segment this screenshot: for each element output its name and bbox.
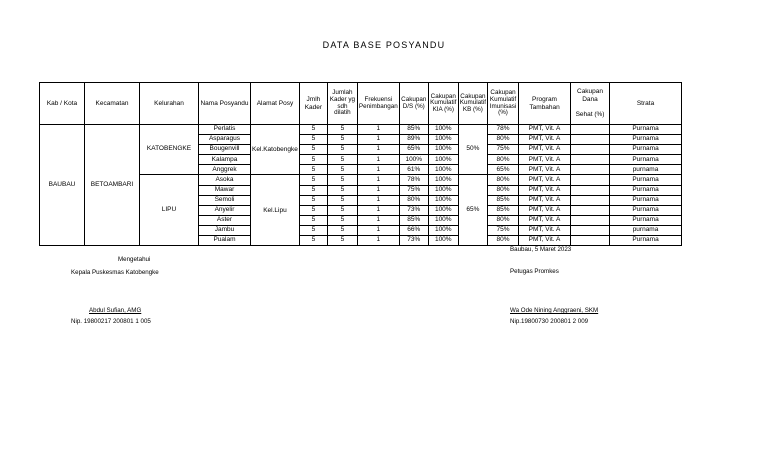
cell-jmlh-kader: 5 xyxy=(299,175,327,185)
cell-kader-dilatih: 5 xyxy=(327,185,357,195)
cell-cakupan-kia: 100% xyxy=(428,195,458,205)
cell-cakupan-ds: 80% xyxy=(399,195,428,205)
cell-nama-posyandu: Bougenvill xyxy=(199,145,251,155)
cell-program-tambahan: PMT, Vit. A xyxy=(519,165,571,175)
cell-kader-dilatih: 5 xyxy=(327,145,357,155)
header-kecamatan: Kecamatan xyxy=(85,83,140,125)
sig-left-name: Abdul Sufian, AMG xyxy=(89,307,142,314)
cell-cakupan-kb: 50% xyxy=(458,125,487,175)
cell-cakupan-dana xyxy=(571,155,610,165)
cell-alamat: Kel.Lipu xyxy=(251,175,300,246)
cell-cakupan-kia: 100% xyxy=(428,135,458,145)
cell-cakupan-dana xyxy=(571,135,610,145)
cell-cakupan-dana xyxy=(571,205,610,215)
cell-strata: Purnama xyxy=(610,195,682,205)
cell-jmlh-kader: 5 xyxy=(299,215,327,225)
cell-cakupan-kia: 100% xyxy=(428,225,458,235)
cell-nama-posyandu: Anyelir xyxy=(199,205,251,215)
cell-kader-dilatih: 5 xyxy=(327,236,357,246)
cell-frekuensi: 1 xyxy=(357,236,399,246)
cell-cakupan-dana xyxy=(571,125,610,135)
sig-left-mengetahui: Mengetahui xyxy=(118,256,151,263)
cell-program-tambahan: PMT, Vit. A xyxy=(519,215,571,225)
cell-program-tambahan: PMT, Vit. A xyxy=(519,125,571,135)
cell-nama-posyandu: Aster xyxy=(199,215,251,225)
cell-frekuensi: 1 xyxy=(357,225,399,235)
cell-cakupan-ds: 66% xyxy=(399,225,428,235)
cell-kader-dilatih: 5 xyxy=(327,135,357,145)
cell-jmlh-kader: 5 xyxy=(299,155,327,165)
cell-cakupan-kia: 100% xyxy=(428,236,458,246)
cell-kelurahan: KATOBENGKE xyxy=(140,125,199,175)
cell-frekuensi: 1 xyxy=(357,205,399,215)
cell-cakupan-imunisasi: 75% xyxy=(488,225,519,235)
cell-cakupan-ds: 89% xyxy=(399,135,428,145)
cell-cakupan-kb: 65% xyxy=(458,175,487,246)
cell-cakupan-kia: 100% xyxy=(428,125,458,135)
cell-jmlh-kader: 5 xyxy=(299,205,327,215)
header-cakupan-dana xyxy=(571,83,610,125)
cell-strata: Purnama xyxy=(610,215,682,225)
cell-jmlh-kader: 5 xyxy=(299,225,327,235)
cell-cakupan-ds: 73% xyxy=(399,236,428,246)
cell-cakupan-kia: 100% xyxy=(428,185,458,195)
cell-cakupan-ds: 100% xyxy=(399,155,428,165)
header-cakupan-ds: Cakupan D/S (%) xyxy=(399,83,428,125)
cell-program-tambahan: PMT, Vit. A xyxy=(519,185,571,195)
cell-nama-posyandu: Semoli xyxy=(199,195,251,205)
cell-program-tambahan: PMT, Vit. A xyxy=(519,175,571,185)
cell-nama-posyandu: Kalampa xyxy=(199,155,251,165)
cell-cakupan-dana xyxy=(571,236,610,246)
cell-cakupan-imunisasi: 85% xyxy=(488,195,519,205)
cell-cakupan-ds: 61% xyxy=(399,165,428,175)
cell-frekuensi: 1 xyxy=(357,145,399,155)
cell-kader-dilatih: 5 xyxy=(327,175,357,185)
cell-kader-dilatih: 5 xyxy=(327,215,357,225)
cell-cakupan-dana xyxy=(571,175,610,185)
cell-alamat: Kel.Katobengke xyxy=(251,125,300,175)
cell-program-tambahan: PMT, Vit. A xyxy=(519,225,571,235)
cell-nama-posyandu: Pualam xyxy=(199,236,251,246)
cell-nama-posyandu: Asoka xyxy=(199,175,251,185)
cell-jmlh-kader: 5 xyxy=(299,236,327,246)
table-header-row xyxy=(40,83,682,125)
cell-strata: Purnama xyxy=(610,135,682,145)
cell-frekuensi: 1 xyxy=(357,215,399,225)
cell-strata: Purnama xyxy=(610,145,682,155)
cell-cakupan-dana xyxy=(571,225,610,235)
cell-cakupan-kia: 100% xyxy=(428,165,458,175)
cell-cakupan-kia: 100% xyxy=(428,175,458,185)
cell-program-tambahan: PMT, Vit. A xyxy=(519,155,571,165)
cell-kab-kota: BAUBAU xyxy=(40,125,85,246)
cell-cakupan-kia: 100% xyxy=(428,215,458,225)
cell-strata: purnama xyxy=(610,165,682,175)
cell-strata: Purnama xyxy=(610,185,682,195)
cell-frekuensi: 1 xyxy=(357,155,399,165)
cell-cakupan-dana xyxy=(571,165,610,175)
cell-kader-dilatih: 5 xyxy=(327,225,357,235)
cell-cakupan-dana xyxy=(571,145,610,155)
cell-cakupan-dana xyxy=(571,215,610,225)
cell-frekuensi: 1 xyxy=(357,165,399,175)
table-body xyxy=(40,125,682,246)
sig-right-role: Petugas Promkes xyxy=(510,268,559,275)
cell-strata: Purnama xyxy=(610,155,682,165)
header-kelurahan: Kelurahan xyxy=(140,83,199,125)
header-kader-dilatih: Jumlah Kader yg sdh dilatih xyxy=(327,83,357,125)
cell-cakupan-ds: 78% xyxy=(399,175,428,185)
cell-cakupan-dana xyxy=(571,195,610,205)
header-frekuensi: Frekuensi Penimbangan xyxy=(357,83,399,125)
cell-frekuensi: 1 xyxy=(357,185,399,195)
sig-left-role: Kepala Puskesmas Katobengke xyxy=(71,269,159,276)
header-cakupan-kb: Cakupan Kumulatif KB (%) xyxy=(458,83,487,125)
cell-program-tambahan: PMT, Vit. A xyxy=(519,195,571,205)
cell-kader-dilatih: 5 xyxy=(327,155,357,165)
cell-kader-dilatih: 5 xyxy=(327,205,357,215)
cell-nama-posyandu: Mawar xyxy=(199,185,251,195)
cell-cakupan-dana xyxy=(571,185,610,195)
cell-cakupan-ds: 65% xyxy=(399,145,428,155)
cell-cakupan-imunisasi: 80% xyxy=(488,185,519,195)
sig-right-date: Baubau, 5 Maret 2023 xyxy=(510,246,572,253)
cell-program-tambahan: PMT, Vit. A xyxy=(519,236,571,246)
table-row xyxy=(40,125,682,135)
cell-kelurahan: LIPU xyxy=(140,175,199,246)
cell-kader-dilatih: 5 xyxy=(327,195,357,205)
cell-frekuensi: 1 xyxy=(357,195,399,205)
cell-strata: Purnama xyxy=(610,236,682,246)
header-kab-kota: Kab / Kota xyxy=(40,83,85,125)
cell-cakupan-ds: 73% xyxy=(399,205,428,215)
header-cakupan-imunisasi: Cakupan Kumulatif Imunisasi (%) xyxy=(488,83,519,125)
cell-kader-dilatih: 5 xyxy=(327,125,357,135)
header-nama-posyandu: Nama Posyandu xyxy=(199,83,251,125)
cell-kecamatan: BETOAMBARI xyxy=(85,125,140,246)
cell-cakupan-ds: 75% xyxy=(399,185,428,195)
cell-program-tambahan: PMT, Vit. A xyxy=(519,145,571,155)
cell-cakupan-kia: 100% xyxy=(428,205,458,215)
header-jmlh-kader: Jmlh Kader xyxy=(299,83,327,125)
cell-cakupan-kia: 100% xyxy=(428,145,458,155)
cell-cakupan-imunisasi: 80% xyxy=(488,155,519,165)
cell-frekuensi: 1 xyxy=(357,125,399,135)
header-alamat-posy: Alamat Posy xyxy=(251,83,300,125)
cell-strata: purnama xyxy=(610,225,682,235)
cell-jmlh-kader: 5 xyxy=(299,125,327,135)
cell-jmlh-kader: 5 xyxy=(299,145,327,155)
cell-cakupan-kia: 100% xyxy=(428,155,458,165)
cell-cakupan-imunisasi: 80% xyxy=(488,175,519,185)
posyandu-table xyxy=(39,82,682,246)
cell-strata: Purnama xyxy=(610,125,682,135)
sig-left-nip: Nip. 19800217 200801 1 005 xyxy=(71,318,151,325)
cell-program-tambahan: PMT, Vit. A xyxy=(519,205,571,215)
cell-cakupan-ds: 85% xyxy=(399,215,428,225)
cell-cakupan-imunisasi: 75% xyxy=(488,145,519,155)
cell-nama-posyandu: Asparagus xyxy=(199,135,251,145)
cell-strata: Purnama xyxy=(610,175,682,185)
cell-nama-posyandu: Jambu xyxy=(199,225,251,235)
cell-jmlh-kader: 5 xyxy=(299,185,327,195)
header-cakupan-dana-label: Cakupan Dana xyxy=(577,88,604,103)
cell-strata: Purnama xyxy=(610,205,682,215)
header-program-tambahan: Program Tambahan xyxy=(519,83,571,125)
cell-frekuensi: 1 xyxy=(357,175,399,185)
cell-nama-posyandu: Perlatis xyxy=(199,125,251,135)
cell-cakupan-imunisasi: 85% xyxy=(488,205,519,215)
cell-frekuensi: 1 xyxy=(357,135,399,145)
header-cakupan-kia: Cakupan Kumulatif KIA (%) xyxy=(428,83,458,125)
header-strata: Strata xyxy=(610,83,682,125)
cell-cakupan-imunisasi: 80% xyxy=(488,236,519,246)
sig-right-nip: Nip.19800730 200801 2 009 xyxy=(510,318,589,325)
cell-nama-posyandu: Anggrek xyxy=(199,165,251,175)
document-title: DATA BASE POSYANDU xyxy=(322,40,446,50)
cell-cakupan-imunisasi: 80% xyxy=(488,135,519,145)
header-sehat-label: Sehat (%) xyxy=(575,111,605,119)
cell-cakupan-imunisasi: 65% xyxy=(488,165,519,175)
sig-right-name: Wa Ode Nining Anggraeni, SKM xyxy=(510,307,599,314)
cell-cakupan-imunisasi: 80% xyxy=(488,215,519,225)
cell-kader-dilatih: 5 xyxy=(327,165,357,175)
cell-jmlh-kader: 5 xyxy=(299,135,327,145)
cell-cakupan-ds: 85% xyxy=(399,125,428,135)
cell-program-tambahan: PMT, Vit. A xyxy=(519,135,571,145)
cell-jmlh-kader: 5 xyxy=(299,195,327,205)
cell-cakupan-imunisasi: 78% xyxy=(488,125,519,135)
cell-jmlh-kader: 5 xyxy=(299,165,327,175)
